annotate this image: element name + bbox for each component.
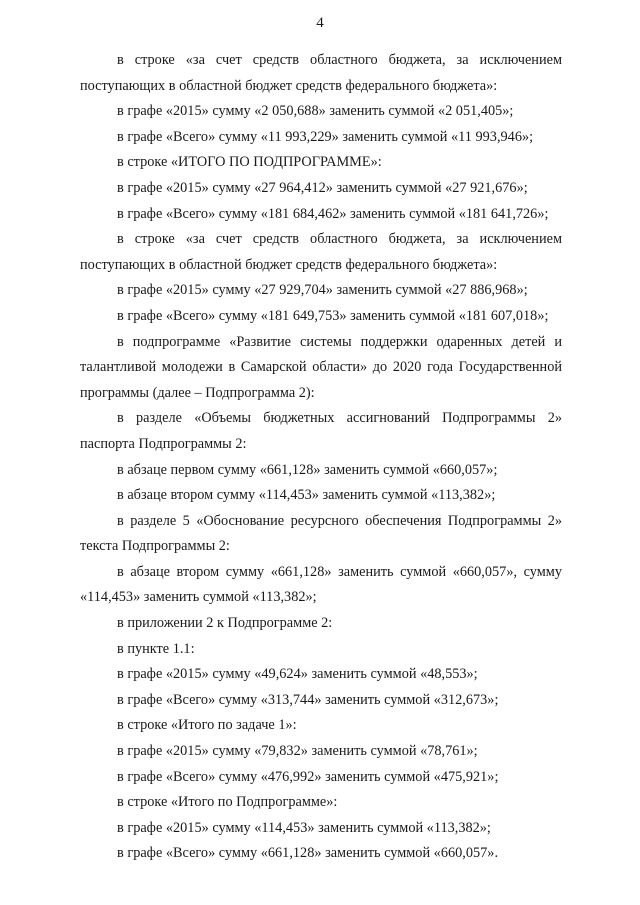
paragraph: в разделе 5 «Обоснование ресурсного обеспечения Подпрограммы 2» текста Подпрограммы 2:	[80, 512, 562, 555]
paragraph: в графе «Всего» сумму «313,744» заменить суммой «312,673»;	[117, 691, 499, 708]
paragraph: в подпрограмме «Развитие системы поддержки одаренных детей и талантливой молодежи в Самарской области» до 2020 года Государственной программы (далее – Подпрограмма 2):	[80, 333, 562, 401]
paragraph: в графе «2015» сумму «2 050,688» заменить суммой «2 051,405»;	[117, 103, 514, 120]
paragraph: в графе «Всего» сумму «476,992» заменить суммой «475,921»;	[117, 768, 499, 785]
paragraph: в графе «Всего» сумму «181 684,462» заменить суммой «181 641,726»;	[117, 205, 549, 222]
page-number: 4	[316, 15, 324, 31]
paragraph: в графе «Всего» сумму «181 649,753» заменить суммой «181 607,018»;	[117, 307, 549, 324]
paragraph: в графе «2015» сумму «27 964,412» заменить суммой «27 921,676»;	[117, 179, 528, 196]
paragraph: в графе «2015» сумму «79,832» заменить суммой «78,761»;	[117, 743, 478, 760]
paragraph: в разделе «Объемы бюджетных ассигнований Подпрограммы 2» паспорта Подпрограммы 2:	[80, 410, 562, 452]
paragraph: в графе «2015» сумму «49,624» заменить суммой «48,553»;	[117, 666, 478, 683]
paragraph: в абзаце втором сумму «661,128» заменить суммой «660,057», сумму «114,453» заменить суммой «113,382»;	[80, 563, 562, 606]
paragraph: в строке «Итого по задаче 1»:	[117, 717, 297, 734]
paragraph: в пункте 1.1:	[117, 640, 195, 657]
paragraph: в строке «за счет средств областного бюджета, за исключением поступающих в областной бюджет средств федерального бюджета»:	[80, 52, 562, 94]
paragraph: в графе «Всего» сумму «11 993,229» заменить суммой «11 993,946»;	[117, 128, 534, 145]
paragraph: в строке «за счет средств областного бюджета, за исключением поступающих в областной бюджет средств федерального бюджета»:	[80, 231, 562, 273]
paragraph: в строке «Итого по Подпрограмме»:	[117, 794, 338, 811]
paragraph: в абзаце втором сумму «114,453» заменить суммой «113,382»;	[117, 487, 496, 504]
paragraph: в графе «2015» сумму «114,453» заменить суммой «113,382»;	[117, 819, 491, 836]
paragraph: в графе «2015» сумму «27 929,704» заменить суммой «27 886,968»;	[117, 282, 528, 299]
paragraph: в строке «ИТОГО ПО ПОДПРОГРАММЕ»:	[117, 154, 382, 171]
paragraph: в абзаце первом сумму «661,128» заменить суммой «660,057»;	[117, 461, 498, 478]
document-body	[80, 48, 562, 867]
paragraph: в приложении 2 к Подпрограмме 2:	[117, 615, 333, 632]
paragraph: в графе «Всего» сумму «661,128» заменить суммой «660,057».	[117, 845, 499, 862]
